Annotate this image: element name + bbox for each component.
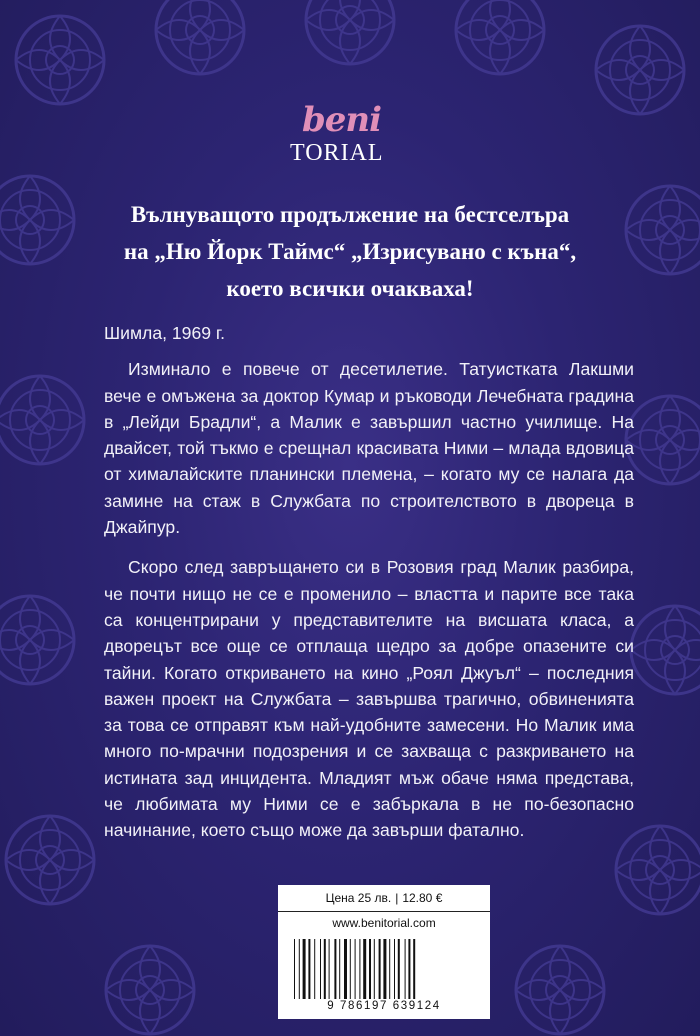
barcode-stripe <box>394 939 395 999</box>
barcode-stripe <box>344 939 347 999</box>
barcode-stripe <box>294 939 295 999</box>
publisher-website: www.benitorial.com <box>332 916 436 930</box>
barcode-stripe <box>379 939 381 999</box>
barcode-stripe <box>324 939 326 999</box>
barcode-stripe <box>374 939 375 999</box>
barcode-stripe <box>308 939 310 999</box>
barcode-stripe <box>359 939 360 999</box>
barcode-box <box>278 885 490 1019</box>
synopsis-paragraph-2: Скоро след завръщането си в Розовия град Малик разбира, че почти нищо не се е променило – властта и парите все така са концентрирани у представителите на висшата класа, а дворецът все още се отплаща щедро за добре опазените си тайни. Когато откриването на кино „Роял Джуъл“ – последния важен проект на Службата – завършва трагично, обвиненията за това се отправят към най-удобните замесени. Но Малик има много по-мрачни подозрения и се захваща с разкриването на истината зад инцидента. Младият мъж обаче няма представа, че любимата му Ними се е забъркала в не по-безопасно начинание, което също може да завърши фатално. <box>104 557 634 841</box>
tagline-line-3: което всички очакваха! <box>226 276 474 301</box>
barcode-stripe <box>369 939 371 999</box>
synopsis-paragraph-1: Изминало е повече от десетилетие. Татуистката Лакшми вече е омъжена за доктор Кумар и ръководи Лечебната градина в „Лейди Брадли“, а Малик е завършил частно училище. На двайсет, той тъкмо е срещнал красивата Ними – млада вдовица от хималайските планински племена, – когато му се налага да замине на стаж в Службата по строителството в двореца в Джайпур. <box>104 359 634 538</box>
barcode-stripe <box>363 939 366 999</box>
barcode-stripe <box>314 939 315 999</box>
place-date: Шимла, 1969 г. <box>104 323 226 343</box>
price-bgn: Цена 25 лв. <box>325 891 392 905</box>
tagline <box>60 196 640 307</box>
barcode-stripe <box>350 939 351 999</box>
barcode-stripe <box>408 939 410 999</box>
logo-script-text: beni <box>302 100 382 140</box>
isbn-number: 9 786197 639124 <box>327 1000 441 1012</box>
tagline-line-1: Вълнуващото продължение на бестселъра <box>130 202 570 227</box>
publisher-logo <box>290 100 420 170</box>
barcode-stripe <box>303 939 306 999</box>
price-eur: 12.80 € <box>402 891 443 905</box>
barcode-stripe <box>398 939 400 999</box>
barcode-icon <box>292 939 476 999</box>
barcode-stripe <box>329 939 330 999</box>
price-row <box>278 885 490 912</box>
price-separator: | <box>395 891 399 905</box>
barcode-stripe <box>383 939 386 999</box>
barcode-stripe <box>413 939 415 999</box>
barcode-stripe <box>334 939 336 999</box>
barcode-stripe <box>320 939 321 999</box>
barcode-stripe <box>299 939 300 999</box>
barcode-stripe <box>339 939 340 999</box>
barcode-stripe <box>389 939 390 999</box>
barcode-stripe <box>405 939 406 999</box>
synopsis <box>104 320 634 858</box>
barcode-stripe <box>355 939 356 999</box>
logo-wordmark: TORIAL <box>290 140 384 166</box>
tagline-line-2: на „Ню Йорк Таймс“ „Изрисувано с къна“, <box>123 239 577 264</box>
